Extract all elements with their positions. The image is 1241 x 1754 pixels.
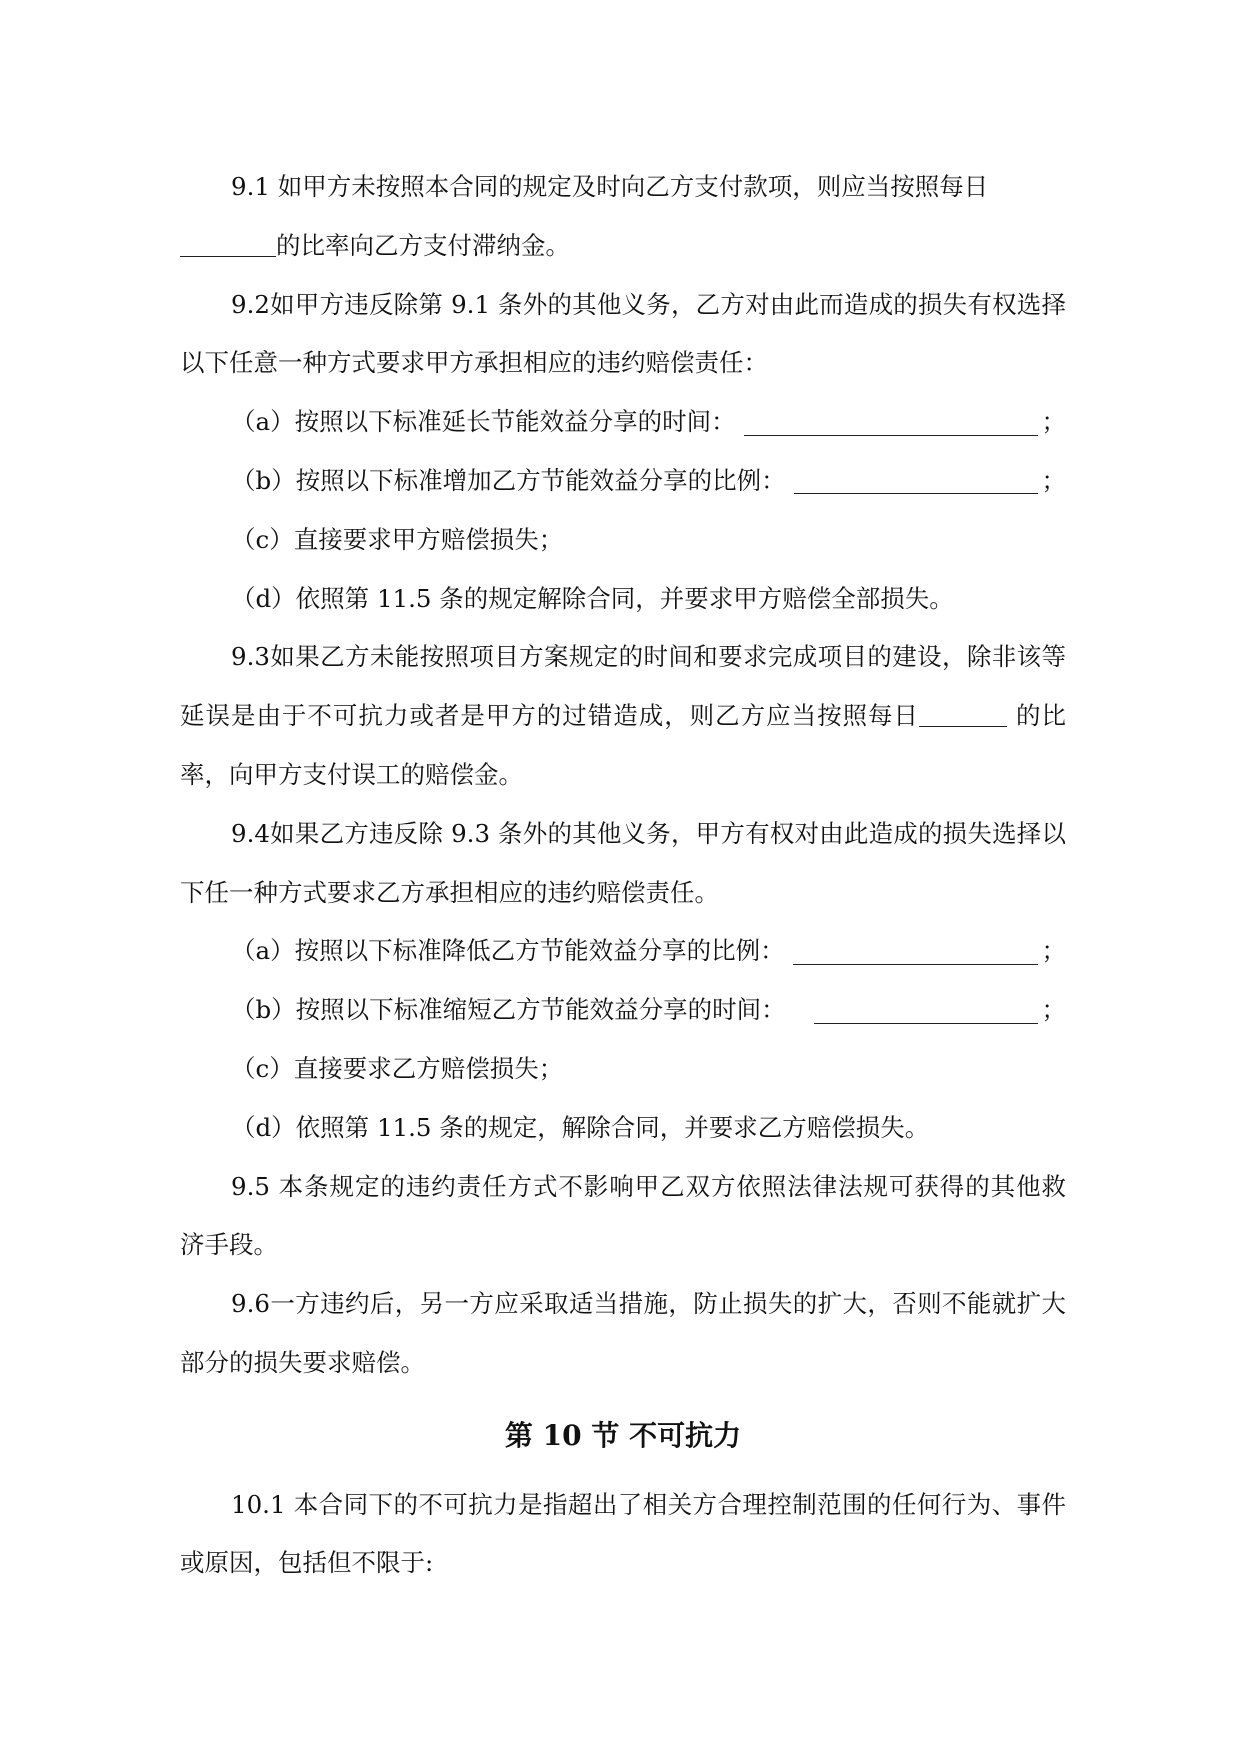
clause-9-2-line-1: 9.2如甲方违反除第 9.1 条外的其他义务，乙方对由此而造成的损失有权选择 [231,289,1066,319]
clause-9-4-option-a [180,922,1066,981]
option-text: （b）按照以下标准增加乙方节能效益分享的比例： [231,465,786,495]
clause-9-3-line-2-text: 延误是由于不可抗力或者是甲方的过错造成，则乙方应当按照每日 [180,701,920,731]
fill-in-blank [814,999,1038,1024]
clause-9-2-line-2: 以下任意一种方式要求甲方承担相应的违约赔偿责任： [180,348,768,378]
clause-9-2-option-b [180,452,1066,511]
fill-in-blank [180,256,276,257]
option-text: （a）按照以下标准降低乙方节能效益分享的比例： [231,936,785,966]
fill-in-blank [919,726,1007,727]
clause-9-2-option-a [180,393,1066,452]
clause-9-4-line-1: 9.4如果乙方违反除 9.3 条外的其他义务，甲方有权对由此造成的损失选择以 [231,818,1066,848]
clause-9-4-option-b [180,981,1066,1040]
clause-9-6-line-1: 9.6一方违约后，另一方应采取适当措施，防止损失的扩大，否则不能就扩大 [231,1289,1066,1319]
clause-9-4-option-c: （c）直接要求乙方赔偿损失； [231,1053,564,1083]
option-end-punctuation: ； [1041,407,1066,437]
clause-9-1-line-2-text: 的比率向乙方支付滞纳金。 [276,230,570,260]
clause-9-5-line-1: 9.5 本条规定的违约责任方式不影响甲乙双方依照法律法规可获得的其他救 [231,1171,1066,1201]
section-heading: 第 10 节 不可抗力 [504,1418,742,1452]
option-text: （b）按照以下标准缩短乙方节能效益分享的时间： [231,995,786,1025]
fill-in-blank [793,940,1038,965]
clause-9-3-line-1: 9.3如果乙方未能按照项目方案规定的时间和要求完成项目的建设，除非该等 [231,642,1066,672]
clause-9-5-line-2: 济手段。 [180,1230,278,1260]
clause-9-4-option-d: （d）依照第 11.5 条的规定，解除合同，并要求乙方赔偿损失。 [231,1112,930,1142]
document-body [180,158,1066,1593]
clause-9-6-line-2: 部分的损失要求赔偿。 [180,1347,425,1377]
clause-9-1-line-1: 9.1 如甲方未按照本合同的规定及时向乙方支付款项，则应当按照每日 [231,172,989,201]
clause-10-1-line-1: 10.1 本合同下的不可抗力是指超出了相关方合理控制范围的任何行为、事件 [231,1489,1066,1519]
option-end-punctuation: ； [1041,995,1066,1025]
clause-9-3-line-2-tail: 的比 [1015,701,1066,731]
clause-9-2-option-d: （d）依照第 11.5 条的规定解除合同，并要求甲方赔偿全部损失。 [231,583,954,613]
clause-9-1-line-2 [180,217,1066,276]
option-end-punctuation: ； [1041,936,1066,966]
fill-in-blank [744,411,1038,436]
fill-in-blank [794,469,1038,494]
option-text: （a）按照以下标准延长节能效益分享的时间： [231,407,736,437]
clause-9-4-line-2: 下任一种方式要求乙方承担相应的违约赔偿责任。 [180,877,719,907]
clause-9-2-option-c: （c）直接要求甲方赔偿损失； [231,524,564,554]
clause-9-3-line-2 [180,687,1066,746]
option-end-punctuation: ； [1041,465,1066,495]
clause-9-3-line-3: 率，向甲方支付误工的赔偿金。 [180,759,523,789]
clause-10-1-line-2: 或原因，包括但不限于: [180,1548,434,1578]
